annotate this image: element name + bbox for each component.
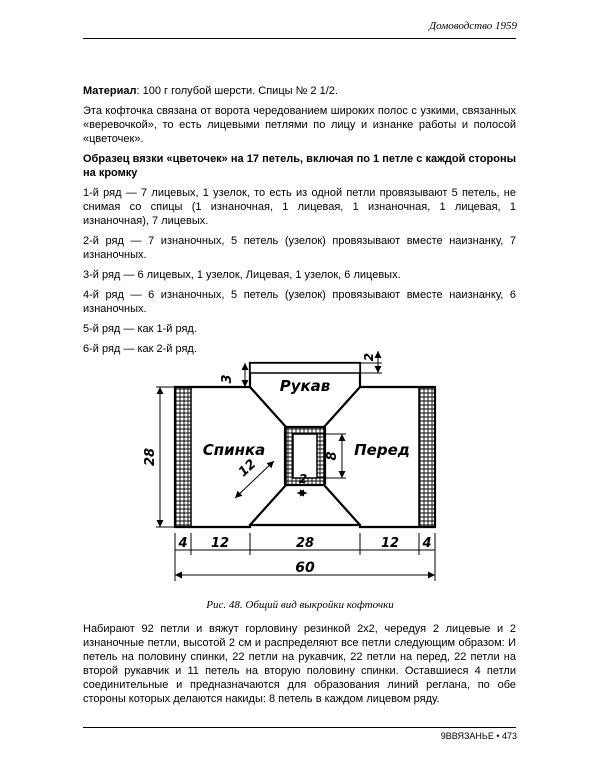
- front-ribbing: [419, 387, 435, 527]
- raglan-lines: [250, 387, 360, 525]
- material-paragraph: [83, 84, 516, 98]
- footer-page-number: 9ВВЯЗАНЬЕ • 473: [440, 731, 517, 741]
- dim-4-left: 4: [178, 536, 188, 551]
- pattern-drawing: [143, 343, 450, 593]
- dim-28-left: 28: [143, 447, 158, 467]
- row-1: 1-й ряд — 7 лицевых, 1 узелок, то есть из одной петли провязывают 5 петель, не снимая со спицы (1 изнаночная, 1 лицевая, 1 изнаночная, 1 лицевая, 1 изнаночная), 7 лицевых.: [83, 187, 516, 227]
- dim-2-bottom: 2: [298, 472, 308, 486]
- intro-paragraph: Эта кофточка связана от ворота чередованием широких полос с узкими, связанных «веревочкой», то есть лицевыми петлями по лицу и изнанке работы и полосой «цветочек».: [83, 105, 516, 145]
- header-rule: [83, 38, 516, 39]
- sleeve-cuff: [250, 363, 360, 373]
- material-text: : 100 г голубой шерсти. Спицы № 2 1/2.: [136, 85, 338, 97]
- dim-12-right: 12: [380, 536, 400, 551]
- dim-2-top: 2: [362, 352, 376, 362]
- dim-28-bottom: 28: [295, 536, 315, 551]
- pattern-figure: [143, 343, 450, 598]
- material-label: Материал: [83, 85, 137, 97]
- row-6: 6-й ряд — как 2-й ряд.: [83, 343, 197, 355]
- back-label: Спинка: [202, 441, 266, 459]
- dim-60: 60: [295, 560, 315, 576]
- row-5: 5-й ряд — как 1-й ряд.: [83, 323, 197, 335]
- dim-8: 8: [325, 451, 340, 461]
- row-2: 2-й ряд — 7 изнаночных, 5 петель (узелок) провязывают вместе наизнанку, 7 изнаночных.: [83, 235, 516, 261]
- back-ribbing: [175, 387, 191, 527]
- dim-12-left: 12: [210, 536, 230, 551]
- final-paragraph: Набирают 92 петли и вяжут горловину резинкой 2х2, чередуя 2 лицевые и 2 изнаночные петли, высотой 2 см и распределяют все петли следующим образом: И петель на половину спинки, 22 петли на рукавчик, 22 петли на перед, 22 петли на второй рукавчик и 11 петель на вторую половину спинки. Оставшиеся 4 петли соединительные и предназначаются для образования линий реглана, по обе стороны которых делаются накиды: 8 петель в каждом лицевом ряду.: [83, 623, 516, 705]
- pattern-heading: Образец вязки «цветочек» на 17 петель, включая по 1 петле с каждой стороны на кромку: [83, 153, 516, 179]
- row-4: 4-й ряд — 6 изнаночных, 5 петель (узелок) провязывают вместе наизнанку, 6 изнаночных.: [83, 289, 516, 315]
- dim-3: 3: [220, 374, 235, 384]
- body-text-bottom: [83, 622, 516, 712]
- sleeve-label: Рукав: [279, 377, 331, 395]
- dim-12-diagonal: 12: [235, 456, 260, 481]
- dim-4-right: 4: [422, 536, 432, 551]
- footer-rule: [83, 727, 516, 728]
- running-header-title: Домоводство 1959: [429, 20, 517, 32]
- front-label: Перед: [354, 441, 410, 459]
- body-text-top: [83, 84, 516, 362]
- row-3: 3-й ряд — 6 лицевых, 1 узелок, Лицевая, 1 узелок, 6 лицевых.: [83, 269, 401, 281]
- figure-caption: Рис. 48. Общий вид выкройки кофточки: [206, 599, 394, 611]
